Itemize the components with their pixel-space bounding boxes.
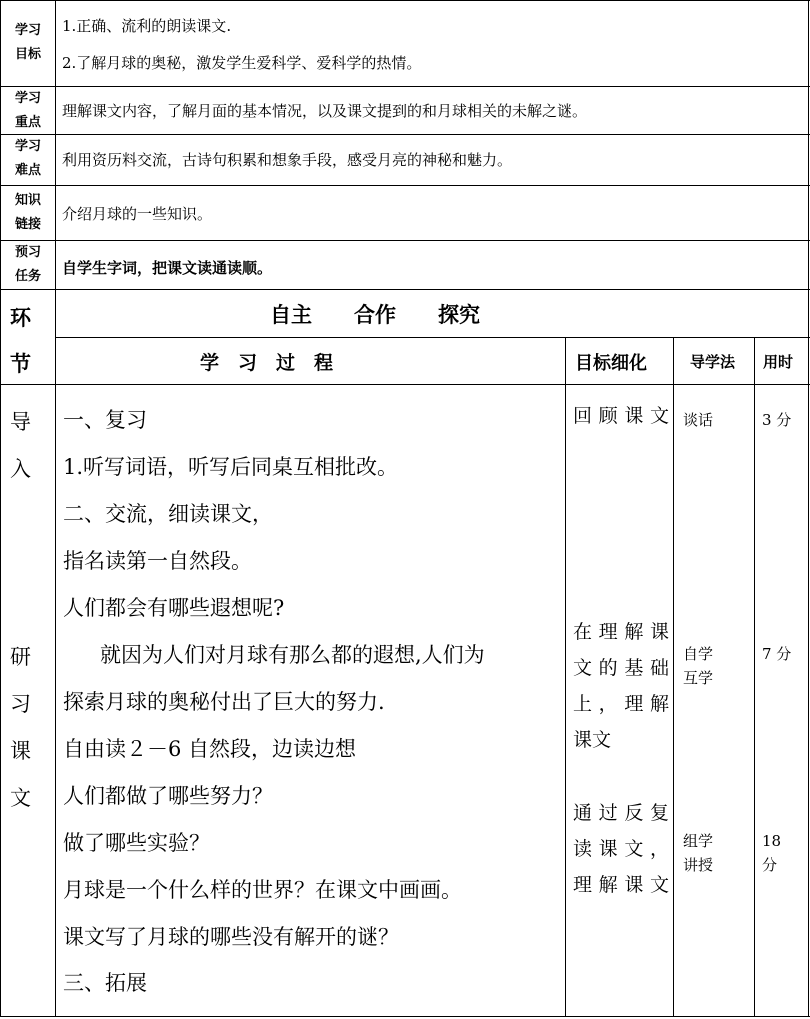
goals-label: 学习 目标 <box>14 23 41 62</box>
stage-header-char: 节 <box>10 351 31 376</box>
column-divider <box>565 337 566 1017</box>
table-border-right <box>808 0 809 1017</box>
row-divider <box>55 337 810 338</box>
method-line: 互学 <box>683 669 714 687</box>
goal-detail-block <box>573 398 669 434</box>
goal-detail-column-header: 目标细化 <box>575 353 647 374</box>
time-block <box>762 408 791 432</box>
preview-task-text: 自学生字词，把课文读通读顺。 <box>62 259 273 277</box>
process-column-header: 学 习 过 程 <box>200 352 334 374</box>
time-block <box>762 642 791 666</box>
stage-study-char: 课 <box>10 739 31 763</box>
preview-task-label: 预习 任务 <box>14 245 41 284</box>
stage-intro-char: 导 <box>10 410 31 434</box>
time-line: 18 <box>762 832 782 850</box>
goal-detail-line: 读课文， <box>573 838 669 860</box>
column-divider <box>673 337 674 1017</box>
stage-intro-char: 入 <box>10 457 31 481</box>
difficulties-text: 利用资历料交流，古诗句积累和想象手段，感受月亮的神秘和魅力。 <box>62 151 513 169</box>
key-points-label: 学习 重点 <box>14 91 41 130</box>
method-line: 组学 <box>683 832 714 850</box>
process-line: 自由读２－6 自然段，边读边想 <box>63 737 357 761</box>
row-divider <box>0 86 810 87</box>
section-title: 自主 合作 探究 <box>270 302 480 327</box>
process-line: 人们都会有哪些遐想呢? <box>63 596 285 620</box>
row-divider <box>0 185 810 186</box>
goal-detail-line: 通过反复 <box>573 802 669 824</box>
process-line: 1.听写词语，听写后同桌互相批改。 <box>63 455 399 479</box>
table-border-top <box>0 0 810 1</box>
time-column-header: 用时 <box>763 353 794 371</box>
goals-line-2: 2.了解月球的奥秘，激发学生爱科学、爱科学的热情。 <box>62 54 422 72</box>
row-divider <box>0 289 810 290</box>
stage-study-char: 文 <box>10 786 31 810</box>
process-line: 就因为人们对月球有那么都的遐想,人们为 <box>100 643 485 667</box>
method-column-header: 导学法 <box>690 353 736 371</box>
knowledge-link-text: 介绍月球的一些知识。 <box>62 205 213 223</box>
table-border-bottom <box>0 1016 810 1017</box>
goals-line-1: 1.正确、流利的朗读课文. <box>62 17 232 35</box>
method-line: 自学 <box>683 645 714 663</box>
method-block <box>683 408 713 432</box>
goal-detail-line: 回顾课文 <box>573 405 669 427</box>
goal-detail-block <box>573 614 669 758</box>
time-block <box>762 829 781 877</box>
row-divider <box>0 384 810 385</box>
process-line: 二、交流，细读课文， <box>63 502 273 526</box>
time-line: 7 分 <box>762 645 792 663</box>
method-block <box>683 829 713 877</box>
process-line: 月球是一个什么样的世界？在课文中画画。 <box>63 878 462 902</box>
knowledge-link-label: 知识 链接 <box>14 193 41 232</box>
process-line: 一、复习 <box>63 408 147 432</box>
stage-study-char: 研 <box>10 645 31 669</box>
key-points-text: 理解课文内容，了解月面的基本情况，以及课文提到的和月球相关的未解之谜。 <box>62 102 588 120</box>
goal-detail-line: 文的基础 <box>573 657 669 679</box>
goal-detail-block <box>573 795 669 903</box>
row-divider <box>0 240 810 241</box>
goal-detail-line: 理解课文 <box>573 874 669 896</box>
time-line: 分 <box>762 856 778 874</box>
stage-study-char: 习 <box>10 692 31 716</box>
process-line: 课文写了月球的哪些没有解开的谜？ <box>63 925 399 949</box>
method-line: 讲授 <box>683 856 714 874</box>
time-line: 3 分 <box>762 411 792 429</box>
method-block <box>683 642 713 690</box>
process-line: 做了哪些实验？ <box>63 831 210 855</box>
method-line: 谈话 <box>683 411 714 429</box>
column-divider <box>754 337 755 1017</box>
goal-detail-line: 课文 <box>573 729 612 751</box>
process-line: 人们都做了哪些努力？ <box>63 784 273 808</box>
goal-detail-line: 上，理解 <box>573 693 669 715</box>
process-line: 指名读第一自然段。 <box>63 549 252 573</box>
goal-detail-line: 在理解课 <box>573 621 669 643</box>
process-line: 探索月球的奥秘付出了巨大的努力. <box>63 690 385 714</box>
row-divider <box>0 134 810 135</box>
difficulties-label: 学习 难点 <box>14 139 41 178</box>
stage-header-char: 环 <box>10 305 31 330</box>
process-line: 三、拓展 <box>63 971 147 995</box>
